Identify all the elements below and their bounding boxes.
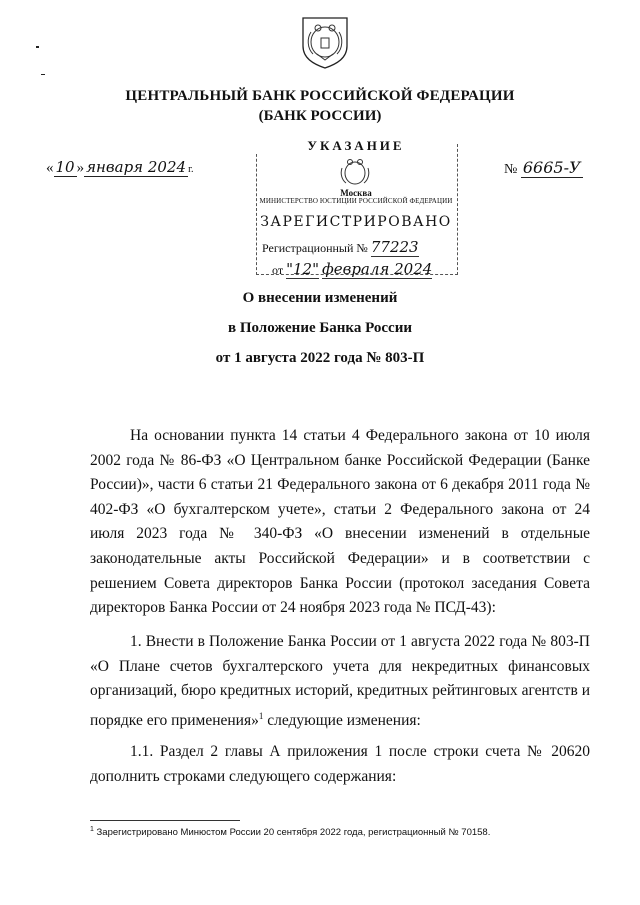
document-number (504, 158, 583, 178)
number-value: 6665-У (522, 158, 581, 177)
stamp-ministry: МИНИСТЕРСТВО ЮСТИЦИИ РОССИЙСКОЙ ФЕДЕРАЦИИ (259, 197, 453, 205)
stamp-reg-value: 77223 (370, 238, 419, 256)
preamble-text: На основании пункта 14 статьи 4 Федерального закона от 10 июля 2002 года № 86-ФЗ «О Центральном банке Российской Федерации (Банке России)», части 6 статьи 21 Федерального закона от 6 декабря 2011 года № 402-ФЗ «О бухгалтерском учете», статьи 2 Федерального закона от 24 июля 2023 года № 340-ФЗ «О внесении изменений в отдельные законодательные акты Российской Федерации» и в соответствии с решением Совета директоров Банка России (протокол заседания Совета директоров Банка России от 24 ноября 2023 года № ПСД-43): (90, 427, 590, 617)
footnote (90, 826, 490, 838)
stamp-date-rest: февраля 2024 (321, 260, 433, 278)
subject-line2: в Положение Банка России (227, 320, 412, 336)
number-label: № (504, 162, 518, 177)
footnote-mark: 1 (90, 826, 94, 833)
paragraph-item-1-1 (90, 740, 590, 789)
subject-line1: О внесении изменений (242, 290, 398, 306)
margin-speck (36, 46, 39, 48)
item-1-text: 1. Внести в Положение Банка России от 1 августа 2022 года № 803-П «О Плане счетов бухгалтерского учета для некредитных финансовых организаций, бюро кредитных историй, кредитных рейтинговых агентств и порядке его применения» (90, 633, 590, 729)
date-close-quote: » (76, 160, 85, 176)
org-name-line1: ЦЕНТРАЛЬНЫЙ БАНК РОССИЙСКОЙ ФЕДЕРАЦИИ (125, 88, 515, 104)
doc-type-heading: УКАЗАНИЕ (256, 138, 456, 154)
subject-line3: от 1 августа 2022 года № 803-П (215, 350, 425, 366)
date-day: 10 (55, 158, 75, 176)
margin-speck (41, 74, 45, 75)
stamp-from-label: от (272, 263, 284, 277)
item-1-1-text: 1.1. Раздел 2 главы А приложения 1 после строки счета № 20620 дополнить строками следующего содержания: (90, 743, 590, 785)
paragraph-preamble (90, 424, 590, 621)
footnote-ref: 1 (258, 710, 264, 721)
date-suffix: г. (188, 164, 194, 175)
date-open-quote: « (46, 160, 54, 176)
stamp-registered: ЗАРЕГИСТРИРОВАНО (260, 214, 452, 230)
footnote-divider (90, 820, 240, 821)
footnote-text: Зарегистрировано Минюстом России 20 сентября 2022 года, регистрационный № 70158. (93, 827, 491, 839)
stamp-emblem (338, 156, 372, 188)
stamp-reg-number (262, 238, 419, 256)
date-month-year: января 2024 (86, 158, 187, 176)
stamp-reg-date (272, 260, 432, 278)
stamp-date-day: "12" (286, 260, 319, 278)
paragraph-item-1 (90, 630, 590, 734)
coat-of-arms-emblem (299, 14, 351, 70)
document-date (46, 158, 194, 177)
stamp-reg-label: Регистрационный № (262, 241, 368, 255)
item-1-tail: следующие изменения: (263, 711, 421, 729)
stamp-city: Москва (340, 188, 372, 198)
org-name-line2: (БАНК РОССИИ) (258, 108, 382, 124)
